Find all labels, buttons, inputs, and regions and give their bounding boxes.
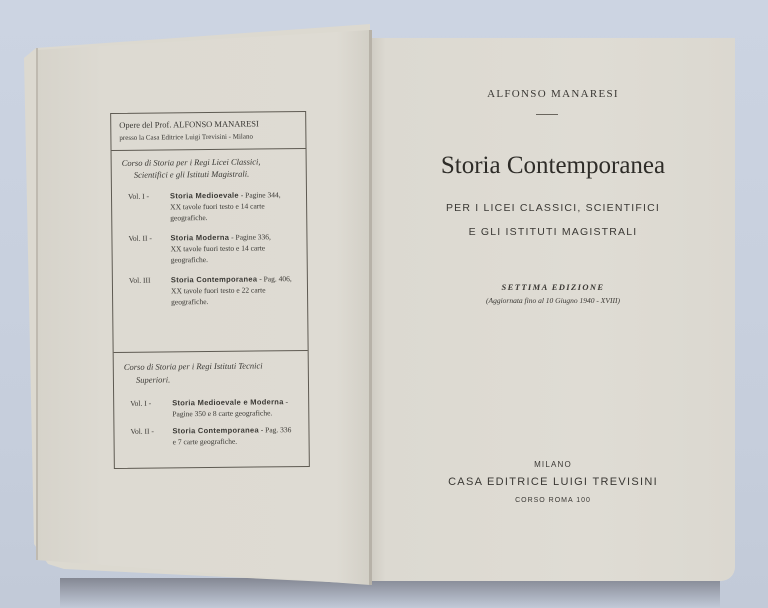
volume-description <box>172 396 304 419</box>
volume-description <box>170 189 302 223</box>
book-shadow <box>60 578 720 608</box>
works-header-line1: Opere del Prof. ALFONSO MANARESI <box>119 118 259 130</box>
subtitle-line2: E GLI ISTITUTI MAGISTRALI <box>468 226 638 238</box>
volume-number: Vol. II - <box>128 233 152 243</box>
volume-description <box>172 424 304 447</box>
section2-heading-line2: Superiori. <box>135 374 171 385</box>
volume-entry <box>112 231 306 265</box>
volume-description <box>171 273 303 307</box>
publisher-address: CORSO ROMA 100 <box>515 497 591 504</box>
book-title: Storia Contemporanea <box>440 152 666 179</box>
volume-details: XX tavole fuori testo e 14 carte <box>170 243 266 254</box>
volume-entry <box>112 189 306 223</box>
volume-pages: - Pag. 336 <box>258 425 292 435</box>
volume-pages: - Pag. 406, <box>257 274 292 284</box>
author-rule <box>536 114 558 115</box>
section1-heading-line2: Scientifici e gli Istituti Magistrali. <box>133 168 250 180</box>
header-divider <box>112 148 306 151</box>
volume-details: geografiche. <box>170 213 208 223</box>
updated-note: (Aggiornata fino al 10 Giugno 1940 - XVIII) <box>486 296 620 305</box>
volume-details: XX tavole fuori testo e 14 carte <box>170 201 265 212</box>
volume-details: XX tavole fuori testo e 22 carte <box>170 285 266 296</box>
section1-heading-line1: Corso di Storia per i Regi Licei Classici, <box>121 156 261 168</box>
edition: SETTIMA EDIZIONE <box>501 282 605 292</box>
section2-heading-line1: Corso di Storia per i Regi Istituti Tecnici <box>123 360 263 372</box>
volume-title: Storia Medioevale e Moderna <box>172 397 284 408</box>
subtitle-line1: PER I LICEI CLASSICI, SCIENTIFICI <box>445 202 661 214</box>
works-header-line2: presso la Casa Editrice Luigi Trevisini - Milano <box>119 132 254 142</box>
author-name: ALFONSO MANARESI <box>487 88 619 100</box>
volume-entry <box>113 273 307 307</box>
volume-pages: - <box>283 397 289 407</box>
publisher-city: MILANO <box>534 460 572 469</box>
volume-entry <box>114 396 308 419</box>
volume-title: Storia Contemporanea <box>172 425 259 436</box>
volume-number: Vol. III <box>128 275 151 285</box>
volume-details: geografiche. <box>171 297 209 307</box>
volume-pages: - Pagine 344, <box>238 190 281 200</box>
page-fold-edge <box>36 48 38 560</box>
works-list-frame <box>110 111 310 469</box>
volume-description <box>170 231 302 265</box>
publisher-name: CASA EDITRICE LUIGI TREVISINI <box>448 476 658 488</box>
volume-title: Storia Medioevale <box>169 190 239 201</box>
volume-number: Vol. I - <box>127 191 149 201</box>
volume-number: Vol. II - <box>130 426 154 436</box>
volume-entry <box>114 424 308 447</box>
volume-pages: - Pagine 336, <box>229 232 271 242</box>
volume-number: Vol. I - <box>130 398 152 408</box>
volume-title: Storia Moderna <box>170 232 230 243</box>
section-divider <box>114 350 308 353</box>
volume-details: Pagine 350 e 8 carte geografiche. <box>172 408 273 419</box>
volume-title: Storia Contemporanea <box>170 274 258 285</box>
volume-details: e 7 carte geografiche. <box>172 436 238 447</box>
volume-details: geografiche. <box>170 255 209 265</box>
